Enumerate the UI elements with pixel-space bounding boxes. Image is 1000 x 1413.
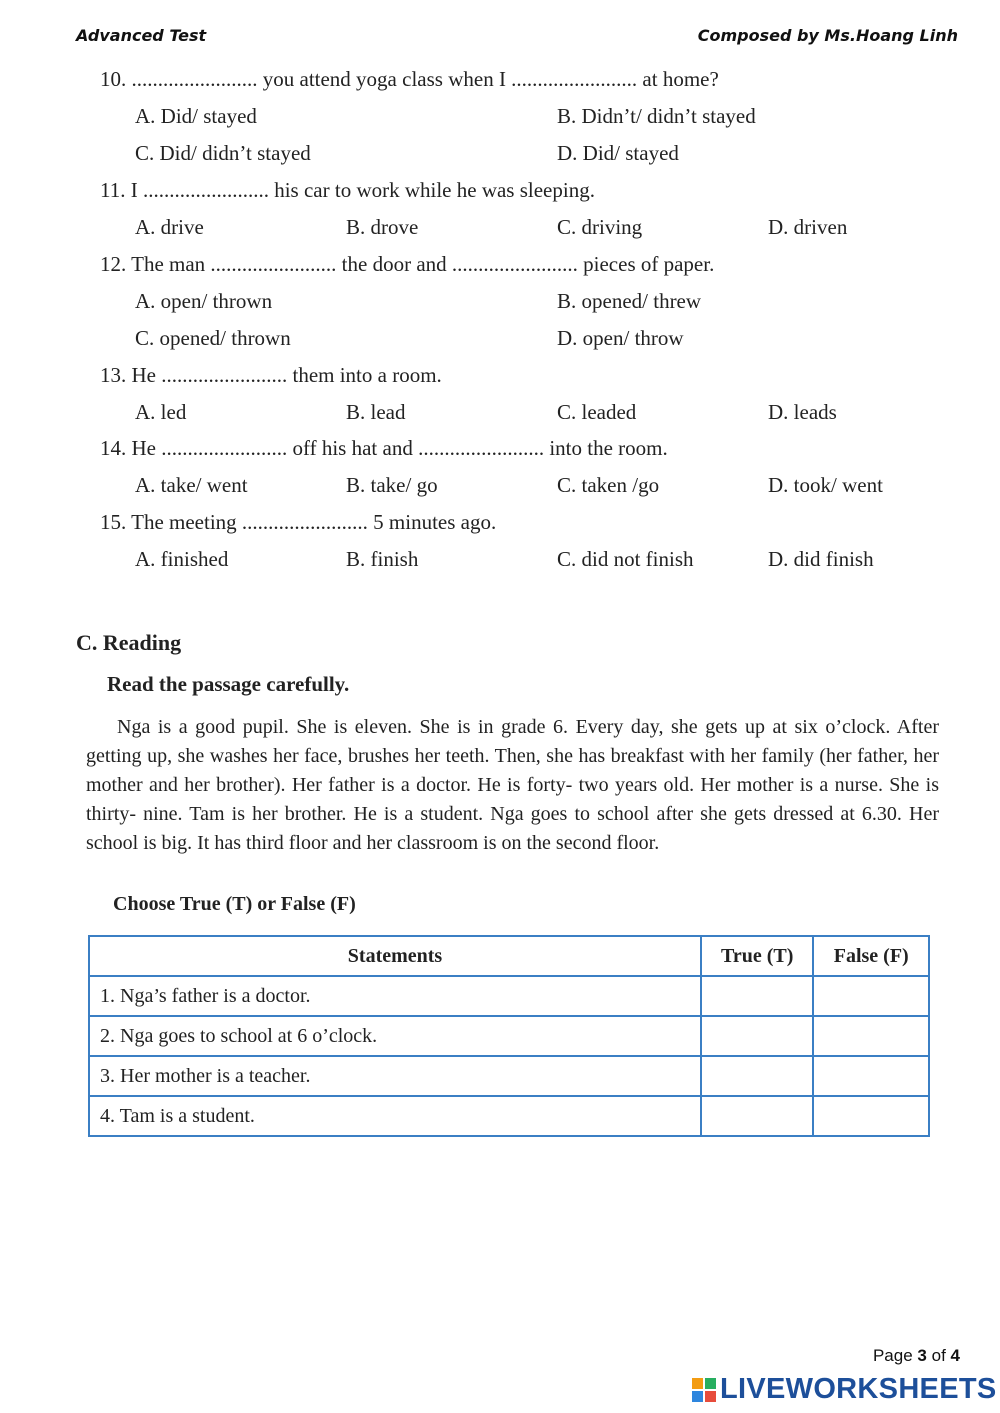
header-statements: Statements <box>89 936 701 976</box>
option-a[interactable]: A. drive <box>135 215 204 239</box>
table-row <box>89 1016 929 1056</box>
option-a[interactable]: A. finished <box>135 547 229 571</box>
header-right: Composed by Ms.Hoang Linh <box>697 26 958 45</box>
question-13 <box>100 357 960 431</box>
true-false-table <box>88 935 930 1137</box>
question-stem: 11. I ........................ his car to work while he was sleeping. <box>100 178 595 202</box>
liveworksheets-logo-icon <box>692 1378 716 1402</box>
option-b[interactable]: B. lead <box>346 400 406 424</box>
header-false: False (F) <box>813 936 929 976</box>
table-row <box>89 1056 929 1096</box>
task-instruction: Choose True (T) or False (F) <box>113 893 356 915</box>
liveworksheets-logo <box>692 1373 997 1406</box>
false-answer-cell[interactable] <box>813 1096 929 1136</box>
question-15 <box>100 504 960 578</box>
option-c[interactable]: C. driving <box>557 215 643 239</box>
true-answer-cell[interactable] <box>701 1056 813 1096</box>
option-c[interactable]: C. taken /go <box>557 473 660 497</box>
option-c[interactable]: C. Did/ didn’t stayed <box>135 141 311 165</box>
page-current: 3 <box>917 1346 927 1365</box>
option-d[interactable]: D. did finish <box>768 547 874 571</box>
question-12 <box>100 246 960 357</box>
question-stem: 13. He ........................ them into a room. <box>100 363 442 387</box>
true-answer-cell[interactable] <box>701 1096 813 1136</box>
table-row <box>89 1096 929 1136</box>
option-d[interactable]: D. open/ throw <box>557 326 684 350</box>
logo-text: LIVEWORKSHEETS <box>720 1373 997 1405</box>
true-answer-cell[interactable] <box>701 976 813 1016</box>
reading-instruction: Read the passage carefully. <box>107 672 350 696</box>
header-true: True (T) <box>701 936 813 976</box>
option-d[interactable]: D. driven <box>768 215 848 239</box>
table-header-row <box>89 936 929 976</box>
false-answer-cell[interactable] <box>813 1056 929 1096</box>
option-a[interactable]: A. led <box>135 400 187 424</box>
option-c[interactable]: C. did not finish <box>557 547 694 571</box>
reading-passage: Nga is a good pupil. She is eleven. She is in grade 6. Every day, she gets up at six o’clock. After getting up, she washes her face, brushes her teeth. Then, she has breakfast with her family (her father, her mother and her brother). Her father is a doctor. He is forty- two years old. Her mother is a nurse. She is thirty- nine. Tam is her brother. He is a student. Nga goes to school after she gets dressed at 6.30. Her school is big. It has third floor and her classroom is on the second floor. <box>86 716 939 854</box>
false-answer-cell[interactable] <box>813 1016 929 1056</box>
question-14 <box>100 430 960 504</box>
question-11 <box>100 172 960 246</box>
question-stem: 14. He ........................ off his hat and ........................ into the room. <box>100 436 668 460</box>
statement-cell: 1. Nga’s father is a doctor. <box>89 976 701 1016</box>
true-answer-cell[interactable] <box>701 1016 813 1056</box>
page-of: of <box>931 1346 946 1365</box>
question-stem: 12. The man ........................ the door and ........................ pieces of paper. <box>100 252 715 276</box>
option-b[interactable]: B. finish <box>346 547 419 571</box>
statement-cell: 3. Her mother is a teacher. <box>89 1056 701 1096</box>
question-stem: 10. ........................ you attend yoga class when I ........................ at home? <box>100 67 719 91</box>
option-b[interactable]: B. opened/ threw <box>557 289 702 313</box>
statement-cell: 2. Nga goes to school at 6 o’clock. <box>89 1016 701 1056</box>
option-b[interactable]: B. take/ go <box>346 473 438 497</box>
option-a[interactable]: A. open/ thrown <box>135 289 273 313</box>
header-left: Advanced Test <box>76 26 207 45</box>
option-a[interactable]: A. take/ went <box>135 473 248 497</box>
page-total: 4 <box>950 1346 960 1365</box>
statement-cell: 4. Tam is a student. <box>89 1096 701 1136</box>
option-b[interactable]: B. drove <box>346 215 419 239</box>
page-prefix: Page <box>872 1346 913 1365</box>
question-stem: 15. The meeting ........................ 5 minutes ago. <box>100 510 497 534</box>
page-number <box>873 1346 960 1366</box>
page-header <box>76 26 958 45</box>
false-answer-cell[interactable] <box>813 976 929 1016</box>
option-c[interactable]: C. opened/ thrown <box>135 326 291 350</box>
option-d[interactable]: D. leads <box>768 400 837 424</box>
option-b[interactable]: B. Didn’t/ didn’t stayed <box>557 104 756 128</box>
option-c[interactable]: C. leaded <box>557 400 637 424</box>
table-row <box>89 976 929 1016</box>
section-title: C. Reading <box>76 630 182 655</box>
option-a[interactable]: A. Did/ stayed <box>135 104 257 128</box>
option-d[interactable]: D. took/ went <box>768 473 883 497</box>
option-d[interactable]: D. Did/ stayed <box>557 141 679 165</box>
question-10 <box>100 61 960 172</box>
